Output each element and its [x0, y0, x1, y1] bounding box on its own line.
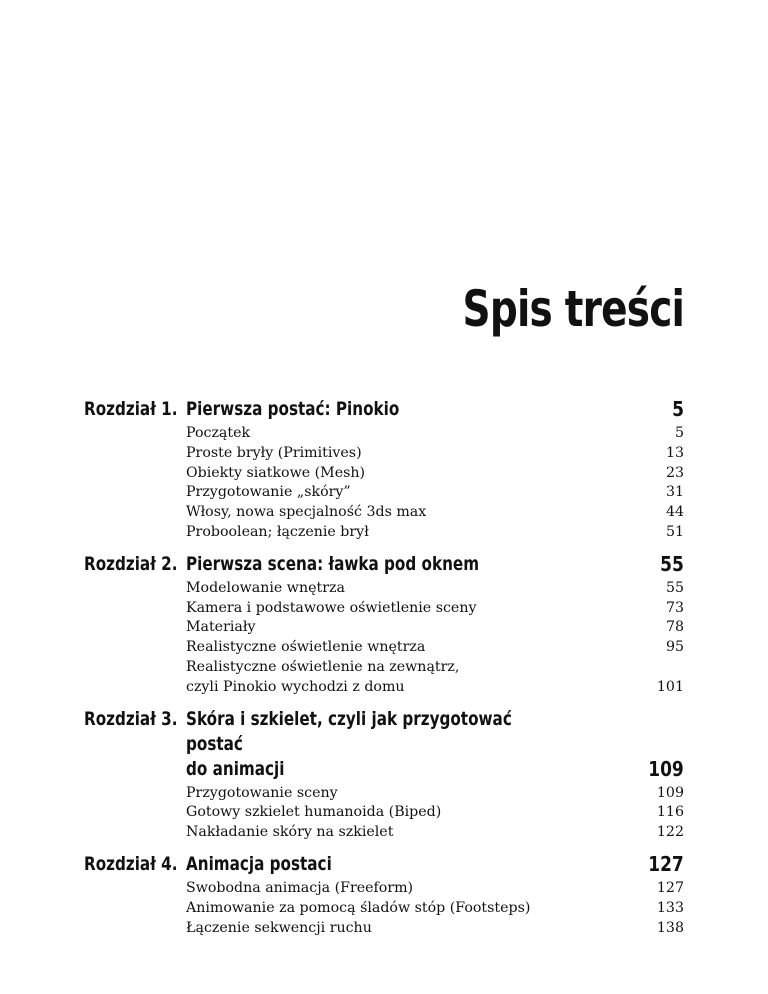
- entry-page: 95: [665, 639, 684, 656]
- chapter-heading: [84, 552, 684, 577]
- section-list: [186, 424, 684, 543]
- chapter-label: Rozdział 4.: [84, 852, 178, 875]
- entry-title: Realistyczne oświetlenie wnętrza: [186, 639, 426, 656]
- toc-entry: [186, 444, 684, 464]
- table-of-contents: [84, 397, 684, 947]
- toc-entry: [186, 523, 684, 543]
- toc-entry: [186, 658, 684, 698]
- entry-page: 109: [656, 784, 684, 801]
- chapter-label: Rozdział 1.: [84, 398, 178, 420]
- chapter-title: Pierwsza postać: Pinokio: [186, 398, 400, 420]
- entry-title: Modelowanie wnętrza: [186, 579, 345, 596]
- entry-title: Animowanie za pomocą śladów stóp (Footsteps): [186, 899, 531, 916]
- toc-entry: [186, 599, 684, 619]
- entry-page: 116: [656, 804, 684, 821]
- entry-page: 23: [665, 464, 684, 481]
- entry-page: 127: [656, 879, 684, 896]
- chapter-title: Animacja postaci: [186, 852, 332, 875]
- toc-entry: [186, 579, 684, 599]
- toc-entry: [186, 879, 684, 899]
- toc-entry: [186, 899, 684, 919]
- entry-title: Nakładanie skóry na szkielet: [186, 824, 394, 841]
- entry-page: 51: [665, 523, 684, 540]
- toc-entry: [186, 503, 684, 523]
- entry-title: Kamera i podstawowe oświetlenie sceny: [186, 599, 477, 616]
- chapter-page: 5: [672, 397, 684, 421]
- section-list: [186, 579, 684, 698]
- entry-title: Początek: [186, 425, 251, 441]
- entry-title: Materiały: [186, 619, 256, 636]
- chapter-page: 109: [648, 756, 684, 781]
- toc-entry: [186, 483, 684, 503]
- chapter-heading: [84, 397, 684, 422]
- entry-page: 55: [665, 579, 684, 596]
- toc-entry: [186, 784, 684, 804]
- page-title: Spis treści: [462, 280, 684, 338]
- entry-title: Proste bryły (Primitives): [186, 444, 362, 461]
- section-list: [186, 879, 684, 938]
- chapter-label: Rozdział 3.: [84, 707, 178, 730]
- chapter-title: Pierwsza scena: ławka pod oknem: [186, 552, 480, 575]
- toc-entry: [186, 638, 684, 658]
- entry-page: 122: [656, 824, 684, 841]
- entry-page: 78: [665, 619, 684, 636]
- toc-entry: [186, 424, 684, 444]
- chapter-3: [84, 707, 684, 843]
- toc-entry: [186, 823, 684, 843]
- chapter-heading: [84, 852, 684, 877]
- entry-page: 133: [656, 899, 684, 916]
- entry-page: 13: [665, 444, 684, 461]
- chapter-heading: [84, 707, 684, 782]
- entry-title: Przygotowanie „skóry”: [186, 484, 351, 501]
- entry-page: 73: [665, 599, 684, 616]
- entry-title: Łączenie sekwencji ruchu: [186, 919, 372, 936]
- chapter-2: [84, 552, 684, 698]
- entry-page: 5: [674, 425, 684, 441]
- chapter-page: 127: [648, 851, 684, 876]
- chapter-page: 55: [660, 551, 684, 576]
- chapter-label: Rozdział 2.: [84, 552, 178, 575]
- entry-title: Realistyczne oświetlenie na zewnątrz, czyli Pinokio wychodzi z domu: [186, 658, 460, 695]
- toc-entry: [186, 464, 684, 484]
- entry-title: Włosy, nowa specjalność 3ds max: [186, 504, 427, 521]
- entry-title: Przygotowanie sceny: [186, 784, 338, 801]
- entry-title: Swobodna animacja (Freeform): [186, 879, 414, 896]
- entry-page: 138: [656, 919, 684, 936]
- entry-title: Gotowy szkielet humanoida (Biped): [186, 804, 442, 821]
- entry-title: Proboolean; łączenie brył: [186, 523, 369, 540]
- chapter-title: Skóra i szkielet, czyli jak przygotować postać do animacji: [186, 707, 512, 780]
- toc-entry: [186, 803, 684, 823]
- entry-page: 44: [665, 504, 684, 521]
- entry-title: Obiekty siatkowe (Mesh): [186, 464, 366, 481]
- entry-page: 101: [656, 678, 684, 695]
- entry-page: 31: [665, 484, 684, 501]
- section-list: [186, 784, 684, 843]
- chapter-4: [84, 852, 684, 938]
- toc-entry: [186, 618, 684, 638]
- toc-entry: [186, 919, 684, 939]
- chapter-1: [84, 397, 684, 543]
